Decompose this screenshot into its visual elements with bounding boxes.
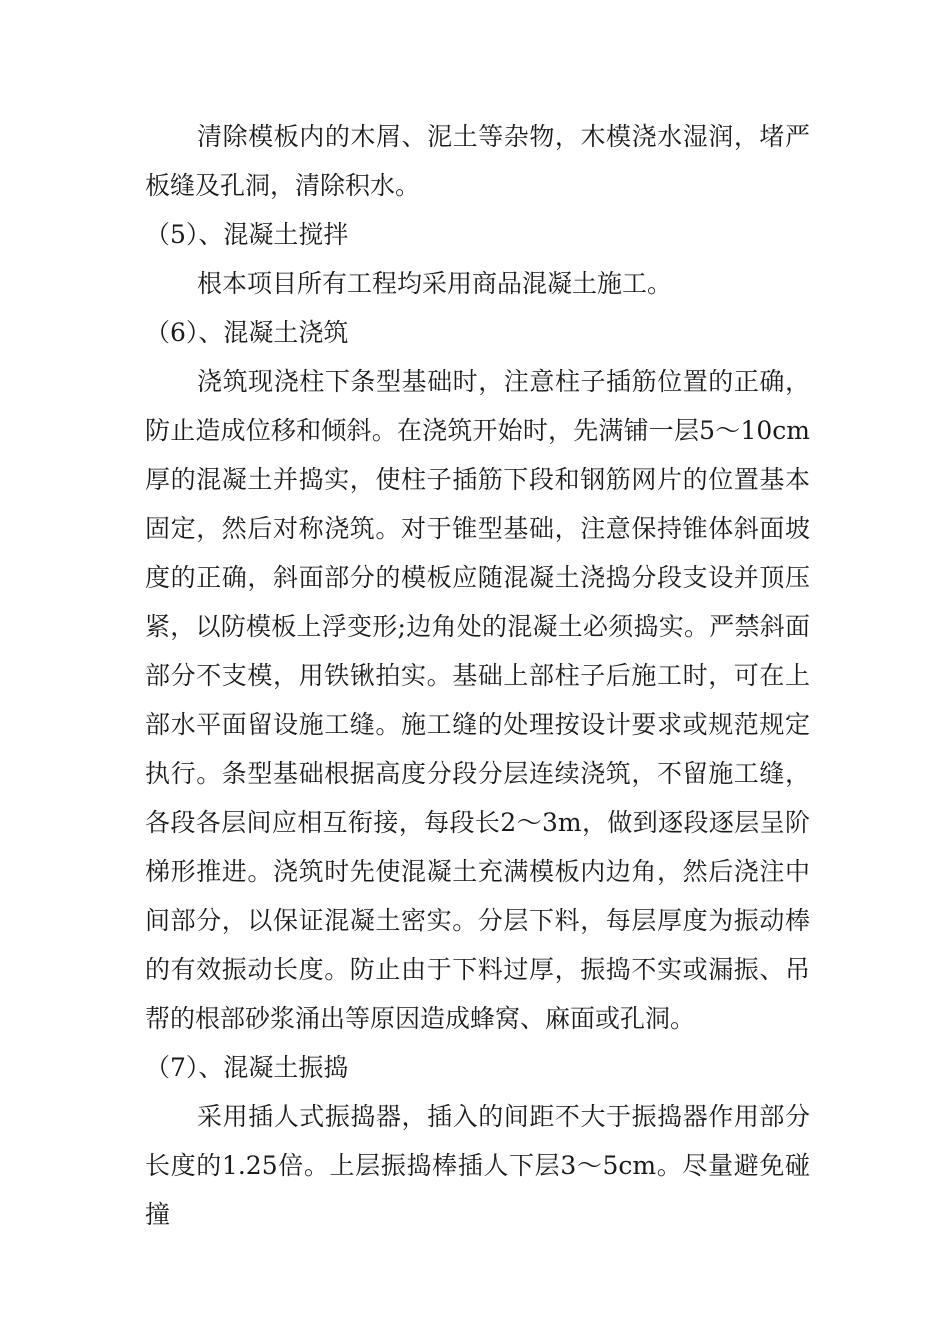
- paragraph-mixing: 根本项目所有工程均采用商品混凝土施工。: [197, 269, 673, 298]
- paragraph-cleaning: 清除模板内的木屑、泥土等杂物，木模浇水湿润，堵严板缝及孔洞，清除积水。: [145, 122, 810, 200]
- paragraph-pouring: 浇筑现浇柱下条型基础时，注意柱子插筋位置的正确，防止造成位移和倾斜。在浇筑开始时，先满铺一层5～10cm厚的混凝土并捣实，使柱子插筋下段和钢筋网片的位置基本固定，然后对称浇筑。对于锥型基础，注意保持锥体斜面坡度的正确，斜面部分的模板应随混凝土浇捣分段支设并顶压紧，以防模板上浮变形;边角处的混凝土必须捣实。严禁斜面部分不支模，用铁锹拍实。基础上部柱子后施工时，可在上部水平面留设施工缝。施工缝的处理按设计要求或规范规定执行。条型基础根据高度分段分层连续浇筑，不留施工缝，各段各层间应相互衔接，每段长2～3m，做到逐段逐层呈阶梯形推进。浇筑时先使混凝土充满模板内边角，然后浇注中间部分，以保证混凝土密实。分层下料，每层厚度为振动棒的有效振动长度。防止由于下料过厚，振捣不实或漏振、吊帮的根部砂浆涌出等原因造成蜂窝、麻面或孔洞。: [145, 367, 810, 1033]
- paragraph-vibrating: 采用插人式振捣器，插入的间距不大于振捣器作用部分长度的1.25倍。上层振捣棒插人下层3～5cm。尽量避免碰撞: [145, 1102, 810, 1229]
- document-body: [145, 112, 810, 1239]
- section-heading-mixing: （5）、混凝土搅拌: [145, 220, 349, 249]
- section-heading-pouring: （6）、混凝土浇筑: [145, 318, 349, 347]
- section-heading-vibrating: （7）、混凝土振捣: [145, 1053, 349, 1082]
